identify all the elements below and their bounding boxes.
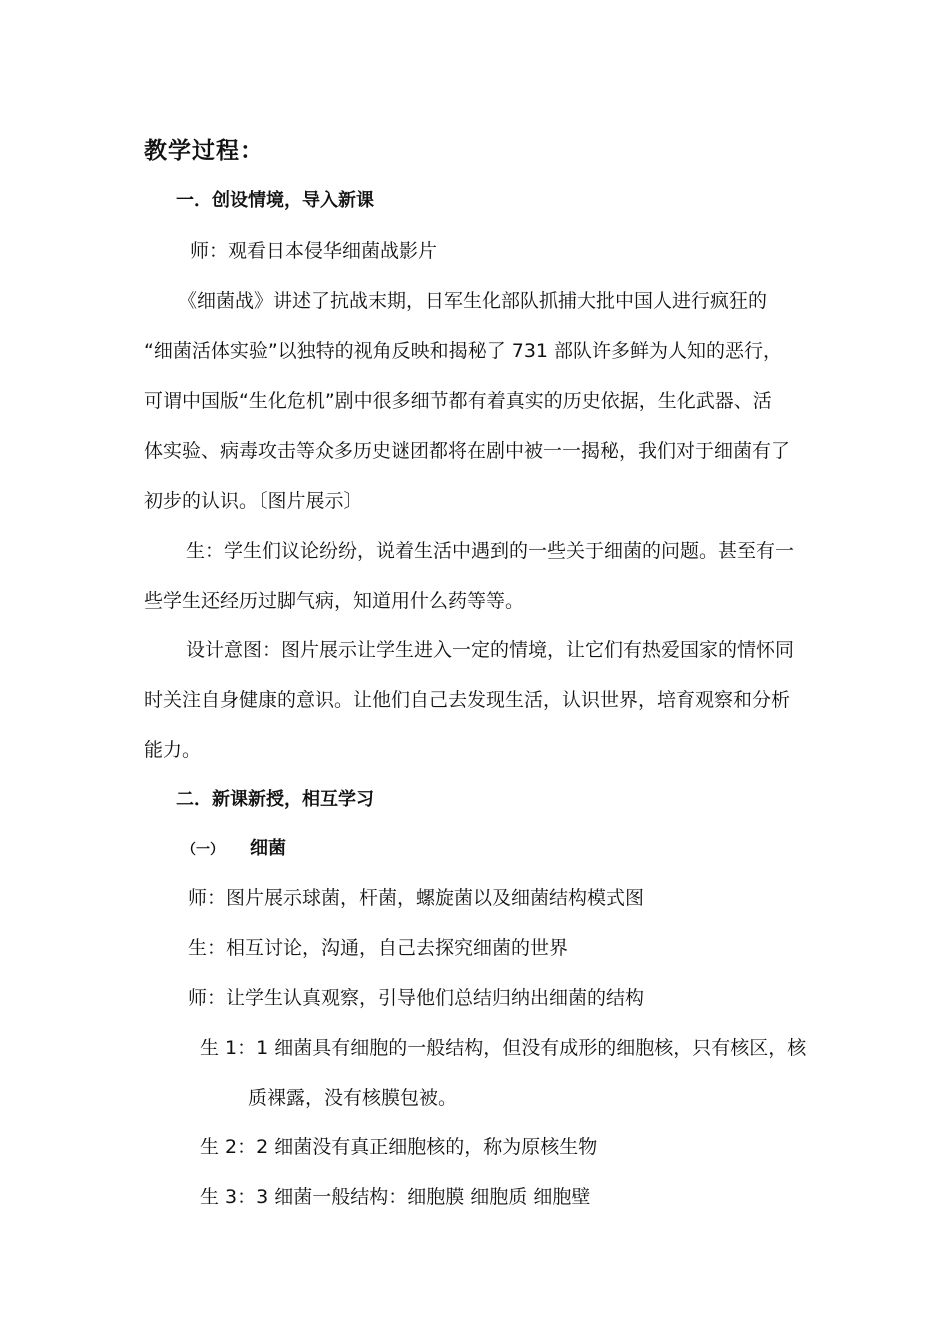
paragraph-line: “细菌活体实验”以独特的视角反映和揭秘了 731 部队许多鲜为人知的恶行， — [144, 340, 783, 362]
page-title: 教学过程： — [144, 138, 264, 164]
dialogue-line: 师：图片展示球菌，杆菌，螺旋菌以及细菌结构模式图 — [188, 887, 645, 909]
section-heading-2: 二．新课新授，相互学习 — [176, 789, 374, 810]
student-response-line: 生：学生们议论纷纷，说着生活中遇到的一些关于细菌的问题。甚至有一 — [186, 540, 795, 562]
design-intent-line: 能力。 — [144, 739, 202, 761]
paragraph-line: 可谓中国版“生化危机”剧中很多细节都有着真实的历史依据，生化武器、活 — [144, 390, 772, 412]
paragraph-line: 体实验、病毒攻击等众多历史谜团都将在剧中被一一揭秘，我们对于细菌有了 — [144, 440, 791, 462]
subsection-number: （一） — [182, 842, 224, 858]
student1-line-continued: 质裸露，没有核膜包被。 — [248, 1087, 458, 1109]
design-intent-line: 时关注自身健康的意识。让他们自己去发现生活，认识世界，培育观察和分析 — [144, 689, 791, 711]
student1-line: 生 1：1 细菌具有细胞的一般结构，但没有成形的细胞核，只有核区，核 — [200, 1037, 807, 1059]
section-heading-1: 一．创设情境，导入新课 — [176, 190, 374, 211]
subsection-title: 细菌 — [250, 838, 286, 859]
student-response-line: 些学生还经历过脚气病，知道用什么药等等。 — [144, 590, 525, 612]
design-intent-line: 设计意图：图片展示让学生进入一定的情境，让它们有热爱国家的情怀同 — [186, 639, 795, 661]
paragraph-line: 初步的认识。〔图片展示〕 — [144, 490, 363, 512]
dialogue-line: 生：相互讨论，沟通，自己去探究细菌的世界 — [188, 937, 569, 959]
teacher-intro-line: 师：观看日本侵华细菌战影片 — [190, 240, 438, 262]
subsection-heading — [182, 836, 286, 863]
paragraph-line: 《细菌战》讲述了抗战末期，日军生化部队抓捕大批中国人进行疯狂的 — [178, 290, 768, 312]
student3-line: 生 3：3 细菌一般结构：细胞膜 细胞质 细胞壁 — [200, 1186, 591, 1208]
dialogue-line: 师：让学生认真观察，引导他们总结归纳出细菌的结构 — [188, 987, 645, 1009]
student2-line: 生 2：2 细菌没有真正细胞核的，称为原核生物 — [200, 1136, 598, 1158]
